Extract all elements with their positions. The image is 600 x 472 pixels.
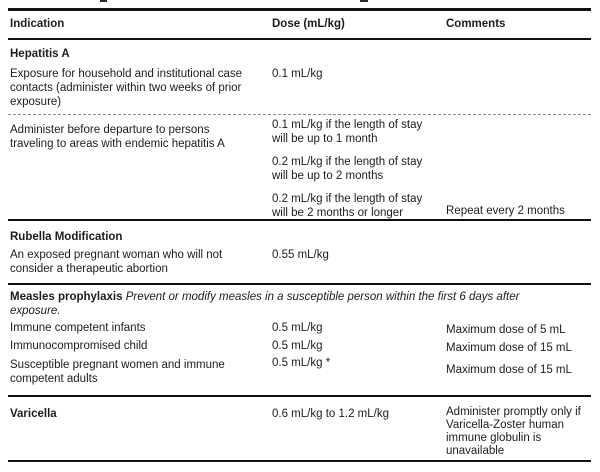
indication-cell-travel: Administer before departure to persons traveling to areas with endemic hepatitis A	[10, 124, 225, 150]
comment-cell-pregnant-adults: Maximum dose of 15 mL	[446, 364, 572, 376]
table-top-border	[8, 8, 591, 11]
dose-option-1-month: 0.1 mL/kg if the length of stay will be up to 1 month	[272, 119, 423, 145]
indication-cell-rubella: An exposed pregnant woman who will not consider a therapeutic abortion	[10, 249, 223, 275]
section-title-rubella: Rubella Modification	[10, 231, 123, 243]
indication-cell-infants: Immune competent infants	[10, 322, 146, 334]
indication-cell-immunocompromised: Immunocompromised child	[10, 340, 148, 352]
table-bottom-border	[8, 460, 591, 462]
section-title-varicella: Varicella	[10, 408, 57, 420]
dose-cell-varicella: 0.6 mL/kg to 1.2 mL/kg	[272, 408, 389, 420]
row-divider-dashed	[8, 114, 591, 115]
column-header-comments: Comments	[446, 18, 506, 30]
section-subtitle-measles: Prevent or modify measles in a susceptible person within the first 6 days after exposure.	[10, 291, 520, 317]
comment-cell-varicella: Administer promptly only if Varicella-Zoster human immune globulin is unavailable	[446, 406, 581, 457]
dose-cell-infants: 0.5 mL/kg	[272, 322, 323, 334]
section-divider	[8, 219, 591, 221]
dose-cell-pregnant-adults: 0.5 mL/kg *	[272, 357, 331, 369]
header-divider	[8, 38, 591, 40]
cropped-title-text-artifact	[360, 0, 368, 2]
section-title-measles: Measles prophylaxis	[10, 291, 123, 303]
dose-option-2-months-longer: 0.2 mL/kg if the length of stay will be 2 months or longer	[272, 193, 423, 219]
indication-cell-pregnant-adults: Susceptible pregnant women and immune competent adults	[10, 359, 225, 385]
column-header-dose: Dose (mL/kg)	[272, 18, 345, 30]
section-divider	[8, 395, 591, 397]
comment-cell-travel: Repeat every 2 months	[446, 205, 565, 217]
dose-cell-rubella: 0.55 mL/kg	[272, 249, 329, 261]
comment-cell-infants: Maximum dose of 5 mL	[446, 324, 566, 336]
section-title-hepatitis-a: Hepatitis A	[10, 48, 70, 60]
dose-option-2-months: 0.2 mL/kg if the length of stay will be up to 2 months	[272, 156, 423, 182]
indication-cell-household-contacts: Exposure for household and institutional case contacts (administer within two weeks of prior exposure)	[10, 68, 243, 108]
dose-cell-immunocompromised: 0.5 mL/kg	[272, 340, 323, 352]
dose-cell-household-contacts: 0.1 mL/kg	[272, 68, 323, 80]
column-header-indication: Indication	[10, 18, 65, 30]
section-header-measles	[10, 290, 566, 318]
section-divider	[8, 283, 591, 285]
dose-cell-travel-options	[272, 118, 438, 229]
cropped-title-text-artifact	[100, 0, 107, 2]
comment-cell-immunocompromised: Maximum dose of 15 mL	[446, 342, 572, 354]
